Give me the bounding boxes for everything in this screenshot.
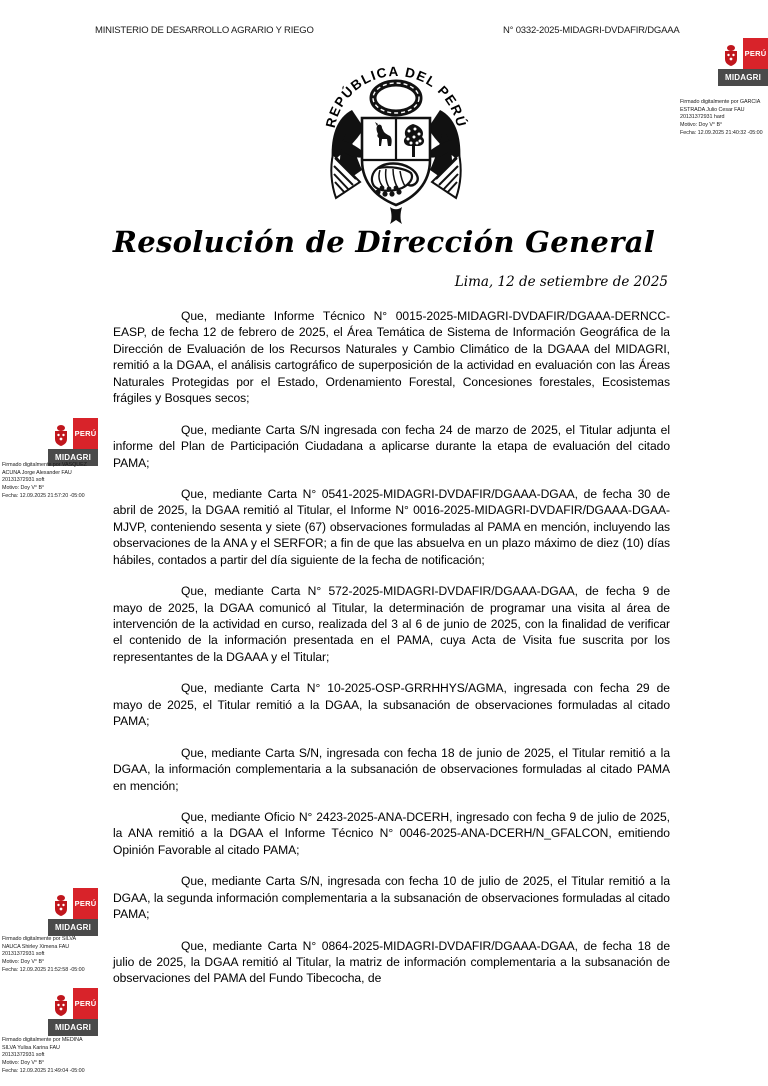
signature-medina-silva: [2, 1037, 85, 1075]
midagri-logo-silva-nauca: [48, 888, 98, 936]
signature-line-ruc: 20131372931 soft: [2, 951, 45, 958]
peru-seal-icon: [48, 988, 73, 1019]
signature-line-motivo: Motivo: Doy V° B°: [2, 485, 45, 492]
header-document-number: N° 0332-2025-MIDAGRI-DVDAFIR/DGAAA: [503, 25, 680, 36]
logo-top-row: [48, 888, 98, 919]
signature-line-signer: Firmado digitalmente por GARCIA: [680, 99, 761, 105]
signature-line-name: ESTRADA Julio Cesar FAU: [680, 106, 745, 113]
peru-seal-icon: [48, 888, 73, 919]
midagri-logo-header: [718, 38, 768, 86]
logo-top-row: [48, 418, 98, 449]
logo-midagri-label: MIDAGRI: [48, 919, 98, 936]
body-paragraph: Que, mediante Carta N° 0541-2025-MIDAGRI-DVDAFIR/DGAAA-DGAA, de fecha 30 de abril de 2025, la DGAA remitió al Titular, el Informe N° 0016-2025-MIDAGRI-DVDAFIR/DGAAA-DGAA-MJVP, conteniendo sesenta y siete (67) observaciones formuladas al PAMA en mención, incluyendo las observaciones de la ANA y el SERFOR; a fin de que las absuelva en un plazo máximo de diez (10) días hábiles, contados a partir del día siguiente de la fecha de notificación;: [113, 486, 670, 567]
signature-line-name: NAUCA Shirley Ximena FAU: [2, 943, 70, 950]
midagri-logo-vasquez: [48, 418, 98, 466]
body-paragraph: Que, mediante Carta S/N ingresada con fecha 24 de marzo de 2025, el Titular adjunta el informe del Plan de Participación Ciudadana a aplicarse durante la etapa de evaluación del citado PAMA;: [113, 422, 670, 470]
signature-line-fecha: Fecha: 12.09.2025 21:49:04 -05:00: [2, 1067, 85, 1074]
logo-peru-label: PERÚ: [743, 38, 768, 69]
body-paragraph: Que, mediante Informe Técnico N° 0015-2025-MIDAGRI-DVDAFIR/DGAAA-DERNCC-EASP, de fecha 12 de febrero de 2025, el Área Temática de Sistema de Información Geográfica de la Dirección de Evaluación de los Recursos Naturales y Cambio Climático de la DGAAA del MIDAGRI, remitió a la DGAA, el análisis cartográfico de superposición de la actividad en evaluación con las Áreas Naturales Protegidas por el Estado, Ordenamiento Forestal, Concesiones forestales, Ecosistemas frágiles y Bosques secos;: [113, 309, 670, 406]
peru-coat-of-arms: [316, 42, 476, 227]
signature-line-signer: Firmado digitalmente por VASQUEZ: [2, 462, 87, 468]
body-paragraph: Que, mediante Carta N° 0864-2025-MIDAGRI-DVDAFIR/DGAAA-DGAA, de fecha 18 de julio de 2025, la DGAA remitió al Titular, la matriz de información complementaria a la subsanación de observaciones del PAMA del Fundo Tibecocha, de: [113, 938, 670, 986]
document-body: [113, 308, 670, 1002]
logo-midagri-label: MIDAGRI: [718, 69, 768, 86]
body-paragraph: Que, mediante Carta S/N, ingresada con fecha 18 de junio de 2025, el Titular remitió a la DGAA, la información complementaria a la subsanación de observaciones formuladas al citado PAMA en mención;: [113, 745, 670, 793]
page-title: Resolución de Dirección General: [112, 225, 656, 259]
logo-peru-label: PERÚ: [73, 988, 98, 1019]
body-paragraph: Que, mediante Carta N° 10-2025-OSP-GRRHHYS/AGMA, ingresada con fecha 29 de mayo de 2025, el Titular remitió a la DGAA, la subsanación de observaciones formuladas al citado PAMA;: [113, 681, 670, 729]
signature-line-ruc: 20131372931 soft: [2, 477, 45, 484]
midagri-logo-medina-silva: [48, 988, 98, 1036]
body-paragraph: Que, mediante Carta S/N, ingresada con fecha 10 de julio de 2025, el Titular remitió a la DGAA, la segunda información complementaria a la subsanación de observaciones formuladas al citado PAMA;: [113, 874, 670, 922]
logo-top-row: [48, 988, 98, 1019]
body-paragraph: Que, mediante Carta N° 572-2025-MIDAGRI-DVDAFIR/DGAAA-DGAA, de fecha 9 de mayo de 2025, la DGAA comunicó al Titular, la determinación de programar una visita al área de intervención de la actividad en curso, realizada del 3 al 6 de junio de 2025, con la finalidad de verificar el contenido de la información presentada en el PAMA, cuya Acta de Visita fue suscrita por los representantes de la DGAAA y el Titular;: [113, 584, 670, 664]
signature-line-name: ACUNA Jorge Alexander FAU: [2, 469, 72, 476]
signature-line-ruc: 20131372931 soft: [2, 1052, 45, 1059]
signature-line-signer: Firmado digitalmente por SILVA: [2, 936, 77, 942]
body-paragraph: Que, mediante Oficio N° 2423-2025-ANA-DCERH, ingresado con fecha 9 de julio de 2025, la ANA remitió a la DGAA el Informe Técnico N° 0046-2025-ANA-DCERH/N_GFALCON, emitiendo Opinión Favorable al citado PAMA;: [113, 809, 670, 857]
signature-line-signer: Firmado digitalmente por MEDINA: [2, 1037, 83, 1043]
signature-line-name: SILVA Yulisa Karina FAU: [2, 1044, 60, 1051]
logo-midagri-label: MIDAGRI: [48, 449, 98, 466]
signature-garcia-estrada: [680, 99, 763, 137]
logo-midagri-label: MIDAGRI: [48, 1019, 98, 1036]
logo-peru-label: PERÚ: [73, 888, 98, 919]
logo-top-row: [718, 38, 768, 69]
signature-line-fecha: Fecha: 12.09.2025 21:40:32 -05:00: [680, 129, 763, 136]
peru-seal-icon: [718, 38, 743, 69]
signature-line-motivo: Motivo: Doy V° B°: [680, 122, 723, 129]
header-ministry-name: MINISTERIO DE DESARROLLO AGRARIO Y RIEGO: [95, 25, 314, 36]
signature-line-fecha: Fecha: 12.09.2025 21:52:58 -05:00: [2, 966, 85, 973]
signature-line-fecha: Fecha: 12.09.2025 21:57:20 -05:00: [2, 492, 85, 499]
peru-seal-icon: [48, 418, 73, 449]
signature-line-ruc: 20131372931 hard: [680, 114, 725, 121]
logo-peru-label: PERÚ: [73, 418, 98, 449]
svg-text:REPÚBLICA DEL PERÚ: REPÚBLICA DEL PERÚ: [322, 63, 470, 130]
signature-vasquez-acuna: [2, 462, 87, 500]
signature-line-motivo: Motivo: Doy V° B°: [2, 959, 45, 966]
dateline: Lima, 12 de setiembre de 2025: [454, 274, 668, 290]
signature-silva-nauca: [2, 936, 85, 974]
signature-line-motivo: Motivo: Doy V° B°: [2, 1060, 45, 1067]
